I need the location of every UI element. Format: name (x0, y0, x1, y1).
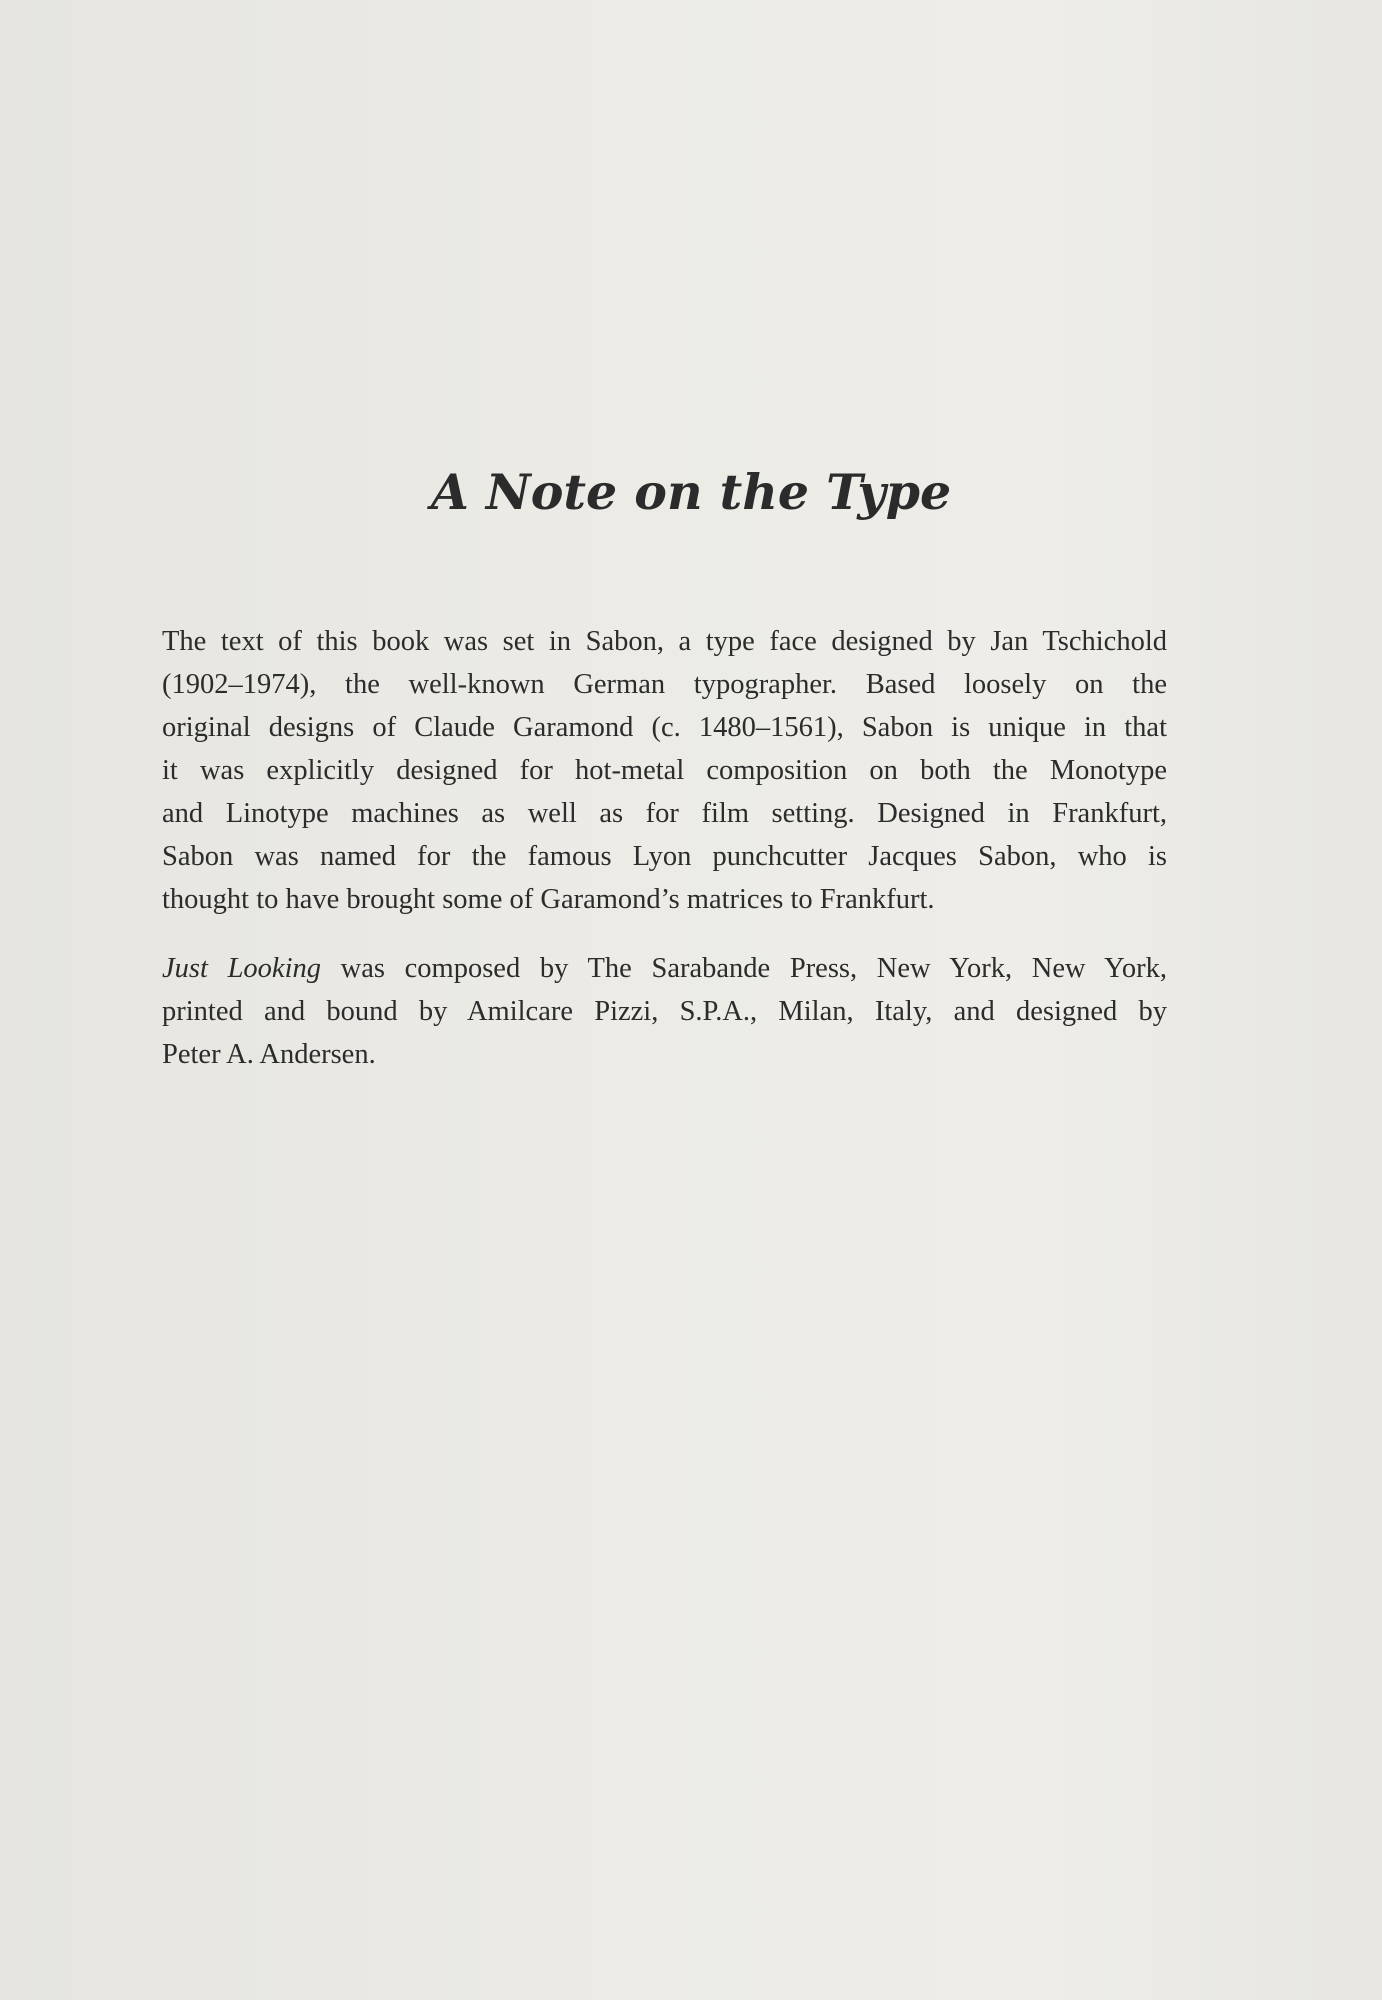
colophon-text (162, 620, 1167, 1076)
text-line: (1902–1974), the well-known German typographer. Based loosely on the (162, 669, 1167, 700)
text-line (162, 947, 1167, 990)
text-fragment: was composed by The Sarabande Press, New York, New York, (321, 953, 1167, 984)
text-line: Sabon was named for the famous Lyon punchcutter Jacques Sabon, who is (162, 841, 1167, 872)
text-line: original designs of Claude Garamond (c. 1480–1561), Sabon is unique in that (162, 712, 1167, 743)
paragraph-typeface (162, 620, 1167, 921)
text-line: The text of this book was set in Sabon, a type face designed by Jan Tschichold (162, 626, 1167, 657)
text-line: and Linotype machines as well as for film setting. Designed in Frankfurt, (162, 798, 1167, 829)
text-line: Peter A. Andersen. (162, 1039, 376, 1070)
text-line: thought to have brought some of Garamond’s matrices to Frankfurt. (162, 884, 935, 915)
text-line: printed and bound by Amilcare Pizzi, S.P.A., Milan, Italy, and designed by (162, 996, 1167, 1027)
book-title: Just Looking (162, 953, 321, 984)
paragraph-production (162, 947, 1167, 1076)
page-title: A Note on the Type (430, 463, 952, 521)
text-line: it was explicitly designed for hot-metal composition on both the Monotype (162, 755, 1167, 786)
